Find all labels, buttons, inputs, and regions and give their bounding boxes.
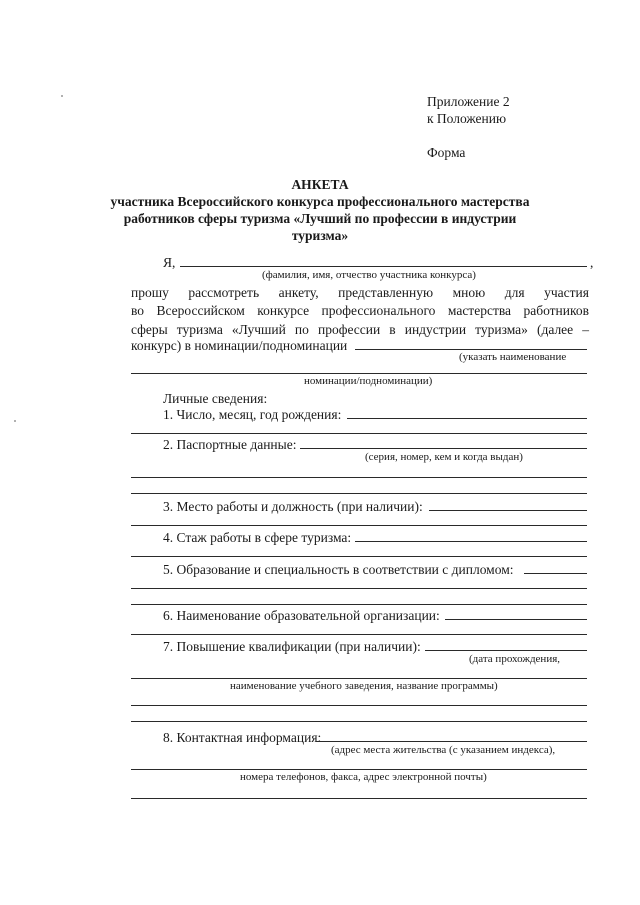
experience-line[interactable] (355, 541, 587, 542)
education-line[interactable] (524, 573, 587, 574)
appendix-label: Приложение 2 (427, 94, 510, 109)
contacts-hint-1: (адрес места жительства (с указанием индекса), (331, 744, 556, 756)
contacts-line[interactable] (316, 741, 587, 742)
qualification-line-2[interactable] (131, 678, 587, 679)
qualification-line[interactable] (425, 650, 587, 651)
contacts-line-2[interactable] (131, 769, 587, 770)
nomination-hint-1: (указать наименование (459, 351, 567, 363)
question-workplace: 3. Место работы и должность (при наличии): (163, 499, 423, 514)
question-institution: 6. Наименование образовательной организации: (163, 608, 440, 623)
qualification-hint-1: (дата прохождения, (469, 653, 561, 665)
education-line-2[interactable] (131, 588, 587, 589)
passport-line-2[interactable] (131, 477, 587, 478)
scan-speck (61, 95, 63, 97)
nomination-line[interactable] (355, 349, 587, 350)
ya-label: Я, (163, 255, 176, 270)
passport-line[interactable] (300, 448, 587, 449)
workplace-line[interactable] (429, 510, 587, 511)
passport-hint: (серия, номер, кем и когда выдан) (365, 451, 523, 463)
fio-comma: , (590, 255, 594, 270)
institution-line[interactable] (445, 619, 587, 620)
fio-line[interactable] (180, 266, 587, 267)
question-education: 5. Образование и специальность в соответствии с дипломом: (163, 562, 514, 577)
workplace-line-2[interactable] (131, 525, 587, 526)
education-line-3[interactable] (131, 604, 587, 605)
question-birth-date: 1. Число, месяц, год рождения: (163, 407, 342, 422)
request-line-4: конкурс) в номинации/подноминации (131, 338, 348, 353)
scan-speck (14, 420, 16, 422)
question-experience: 4. Стаж работы в сфере туризма: (163, 530, 352, 545)
experience-line-2[interactable] (131, 556, 587, 557)
nomination-line-2[interactable] (131, 373, 587, 374)
birth-date-line-2[interactable] (131, 433, 587, 434)
document-title: АНКЕТА (291, 177, 349, 192)
qualification-line-4[interactable] (131, 721, 587, 722)
personal-heading: Личные сведения: (163, 391, 268, 406)
contacts-line-3[interactable] (131, 798, 587, 799)
passport-line-3[interactable] (131, 493, 587, 494)
request-line-3: сферы туризма «Лучший по профессии в индустрии туризма» (далее – (131, 322, 589, 337)
title-line-3: туризма» (291, 228, 349, 243)
fio-hint: (фамилия, имя, отчество участника конкурса) (262, 269, 476, 281)
contacts-hint-2: номера телефонов, факса, адрес электронной почты) (240, 771, 487, 783)
form-label: Форма (427, 145, 466, 160)
question-contacts: 8. Контактная информация: (163, 730, 322, 745)
qualification-hint-2: наименование учебного заведения, название программы) (230, 680, 498, 692)
title-line-1: участника Всероссийского конкурса профессионального мастерства (110, 194, 530, 209)
request-line-2: во Всероссийском конкурсе профессионального мастерства работников (131, 303, 589, 318)
question-qualification: 7. Повышение квалификации (при наличии): (163, 639, 421, 654)
qualification-line-3[interactable] (131, 705, 587, 706)
nomination-hint-2: номинации/подноминации) (304, 375, 433, 387)
institution-line-2[interactable] (131, 634, 587, 635)
question-passport: 2. Паспортные данные: (163, 437, 297, 452)
regulation-label: к Положению (427, 111, 507, 126)
request-line-1: прошу рассмотреть анкету, представленную мною для участия (131, 285, 589, 300)
title-line-2: работников сферы туризма «Лучший по профессии в индустрии (123, 211, 517, 226)
birth-date-line[interactable] (347, 418, 587, 419)
